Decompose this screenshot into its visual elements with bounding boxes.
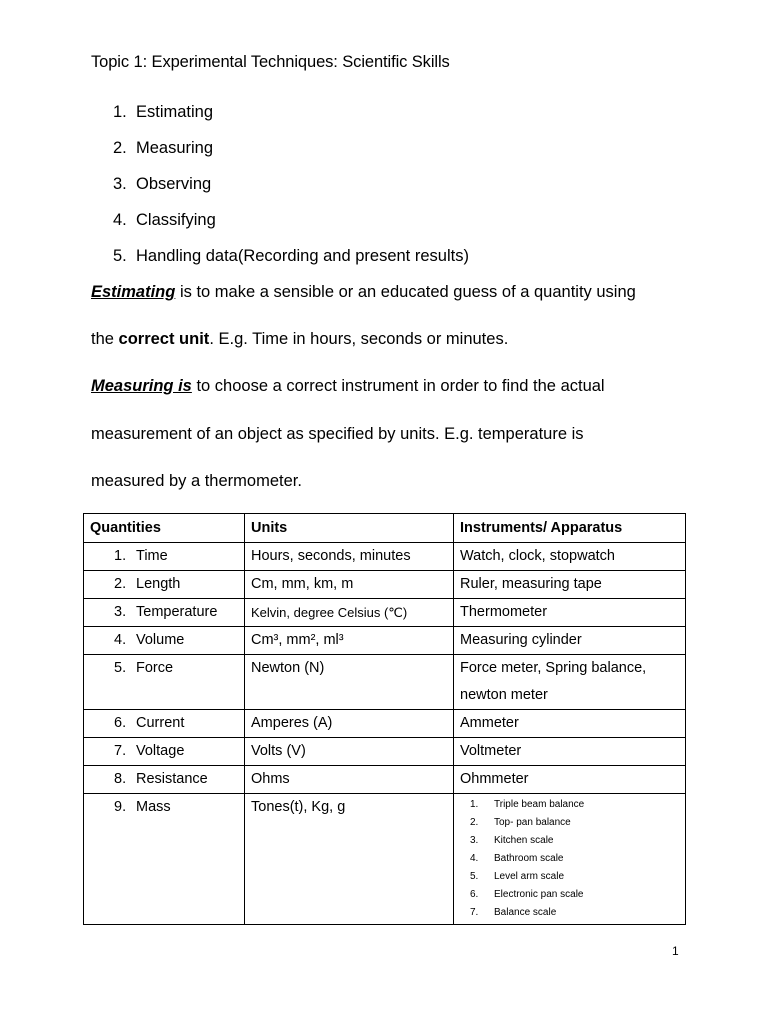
quantity-cell: Mass xyxy=(136,799,171,815)
list-item: 2. Measuring xyxy=(113,139,214,157)
list-item: 1. Triple beam balance xyxy=(470,799,585,810)
instrument-cell: Ruler, measuring tape xyxy=(454,571,686,599)
table-row: 5. Force Newton (N) Force meter, Spring balance, newton meter xyxy=(84,655,686,710)
estimating-line-1: Estimating is to make a sensible or an educated guess of a quantity using xyxy=(91,283,636,301)
quantity-cell: Volume xyxy=(136,632,185,648)
skill-label: Observing xyxy=(136,175,212,193)
instrument-cell: Measuring cylinder xyxy=(454,627,686,655)
unit-cell: Cm³, mm², ml³ xyxy=(245,627,454,655)
skill-label: Measuring xyxy=(136,139,214,157)
unit-cell: Volts (V) xyxy=(245,738,454,766)
table-row: 8. Resistance Ohms Ohmmeter xyxy=(84,766,686,794)
estimating-term: Estimating xyxy=(91,283,176,301)
table-row: 1. Time Hours, seconds, minutes Watch, clock, stopwatch xyxy=(84,543,686,571)
unit-cell: Hours, seconds, minutes xyxy=(245,543,454,571)
quantity-cell: Voltage xyxy=(136,743,185,759)
unit-cell: Cm, mm, km, m xyxy=(245,571,454,599)
instrument-cell xyxy=(454,794,686,925)
instrument-cell: Force meter, Spring balance, newton meter xyxy=(454,655,686,710)
quantity-cell: Resistance xyxy=(136,771,208,787)
table-row: 6. Current Amperes (A) Ammeter xyxy=(84,710,686,738)
measuring-term: Measuring is xyxy=(91,377,192,395)
quantity-cell: Length xyxy=(136,576,181,592)
list-item: 4. Bathroom scale xyxy=(470,853,564,864)
instrument-cell: Watch, clock, stopwatch xyxy=(454,543,686,571)
table-row: 3. Temperature Kelvin, degree Celsius (℃) Thermometer xyxy=(84,599,686,627)
unit-cell: Tones(t), Kg, g xyxy=(245,794,454,925)
unit-cell: Newton (N) xyxy=(245,655,454,710)
skill-label: Estimating xyxy=(136,103,214,121)
quantity-cell: Current xyxy=(136,715,185,731)
list-item: 3. Kitchen scale xyxy=(470,835,554,846)
skills-list xyxy=(113,100,469,280)
instrument-cell: Ammeter xyxy=(454,710,686,738)
unit-cell: Kelvin, degree Celsius (℃) xyxy=(245,599,454,627)
quantity-cell: Time xyxy=(136,548,168,564)
table-row: 9. Mass Tones(t), Kg, g 1. Triple beam balance 2. Top- pan balance 3. Kitchen scale 4. Bathroom scale 5. Level arm scale 6. Electronic pan scale 7. Balance scale xyxy=(84,794,686,925)
quantity-cell: Force xyxy=(136,660,174,676)
list-item: 3. Observing xyxy=(113,175,212,193)
skill-label: Classifying xyxy=(136,211,216,229)
table-row: 2. Length Cm, mm, km, m Ruler, measuring tape xyxy=(84,571,686,599)
instrument-cell: Thermometer xyxy=(454,599,686,627)
list-item: 5. Handling data(Recording and present results) xyxy=(113,247,469,265)
table-row: 7. Voltage Volts (V) Voltmeter xyxy=(84,738,686,766)
header-quantities: Quantities xyxy=(84,514,245,543)
quantities-table xyxy=(83,513,686,925)
instrument-cell: Ohmmeter xyxy=(454,766,686,794)
correct-unit-term: correct unit xyxy=(118,330,210,348)
measuring-line-3: measured by a thermometer. xyxy=(91,472,302,490)
list-item: 1. Estimating xyxy=(113,103,214,121)
table-header-row xyxy=(84,514,686,543)
list-item: 5. Level arm scale xyxy=(470,871,565,882)
measuring-line-1: Measuring is to choose a correct instrument in order to find the actual xyxy=(91,377,605,395)
list-item: 7. Balance scale xyxy=(470,907,557,918)
estimating-line-2: the correct unit. E.g. Time in hours, seconds or minutes. xyxy=(91,330,509,348)
header-units: Units xyxy=(245,514,454,543)
list-item: 2. Top- pan balance xyxy=(470,817,571,828)
skill-label: Handling data(Recording and present results) xyxy=(136,247,469,265)
mass-instruments-list xyxy=(460,796,679,922)
unit-cell: Ohms xyxy=(245,766,454,794)
instrument-cell: Voltmeter xyxy=(454,738,686,766)
table-row: 4. Volume Cm³, mm², ml³ Measuring cylinder xyxy=(84,627,686,655)
page-number: 1 xyxy=(672,944,679,958)
list-item: 6. Electronic pan scale xyxy=(470,889,584,900)
quantity-cell: Temperature xyxy=(136,604,218,620)
measuring-line-2: measurement of an object as specified by units. E.g. temperature is xyxy=(91,425,584,443)
page-title: Topic 1: Experimental Techniques: Scientific Skills xyxy=(91,53,450,71)
unit-cell: Amperes (A) xyxy=(245,710,454,738)
header-instruments: Instruments/ Apparatus xyxy=(454,514,686,543)
list-item: 4. Classifying xyxy=(113,211,216,229)
